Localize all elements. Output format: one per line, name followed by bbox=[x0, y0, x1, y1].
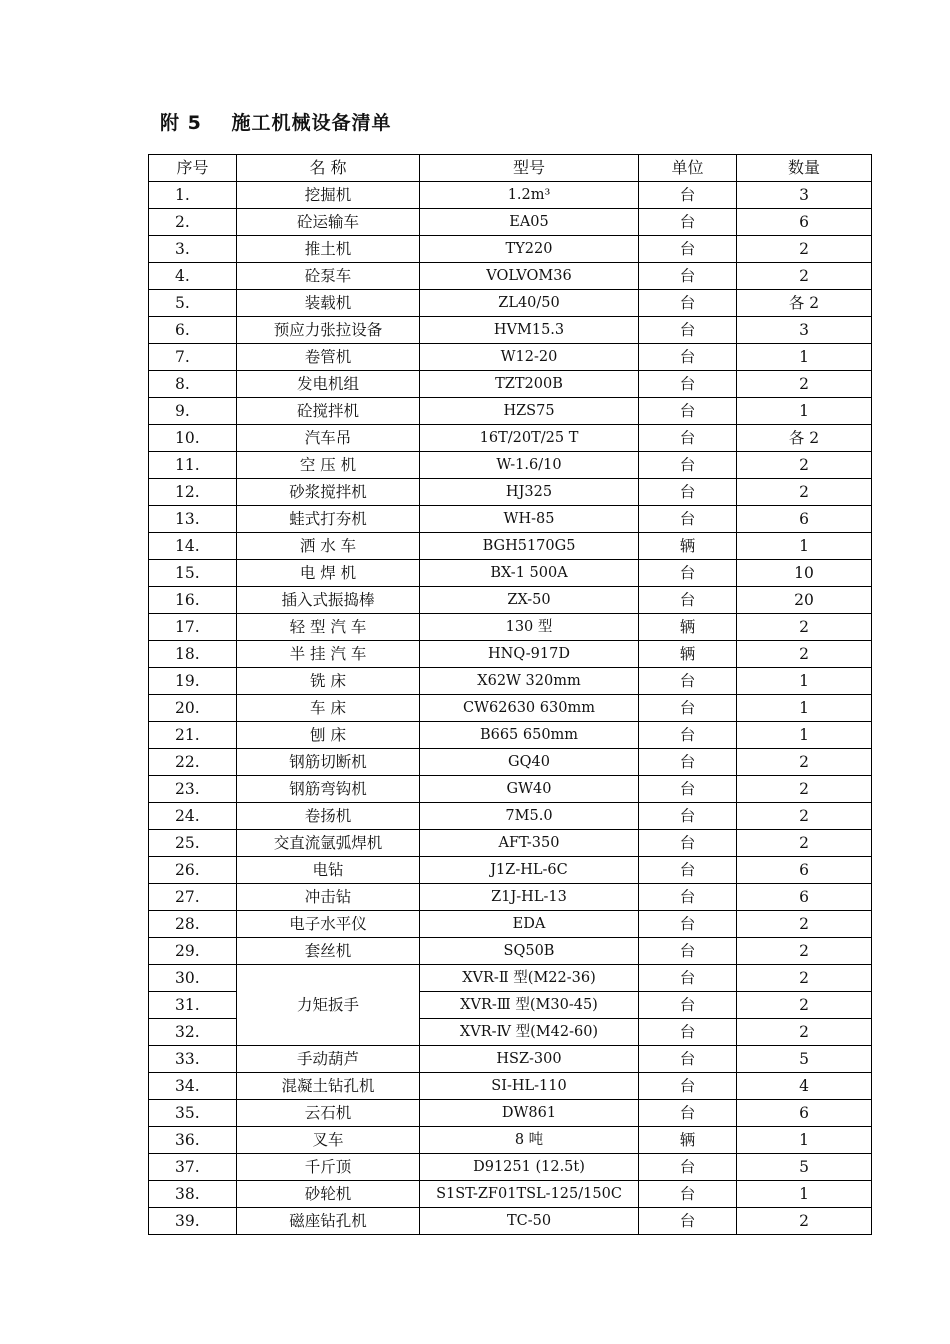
row-qty: 2 bbox=[737, 479, 872, 506]
row-model: WH-85 bbox=[420, 506, 639, 533]
row-model: J1Z-HL-6C bbox=[420, 857, 639, 884]
table-row bbox=[149, 965, 872, 992]
table-row bbox=[149, 587, 872, 614]
row-seq: 25. bbox=[149, 830, 237, 857]
row-model: 130 型 bbox=[420, 614, 639, 641]
table-row bbox=[149, 1100, 872, 1127]
row-model: ZX-50 bbox=[420, 587, 639, 614]
table-row bbox=[149, 398, 872, 425]
row-name: 半 挂 汽 车 bbox=[237, 641, 420, 668]
row-unit: 台 bbox=[639, 452, 737, 479]
row-name: 推土机 bbox=[237, 236, 420, 263]
row-name: 砂浆搅拌机 bbox=[237, 479, 420, 506]
row-qty: 1 bbox=[737, 668, 872, 695]
row-name: 磁座钻孔机 bbox=[237, 1208, 420, 1235]
row-unit: 台 bbox=[639, 911, 737, 938]
row-qty: 2 bbox=[737, 641, 872, 668]
row-model: VOLVOM36 bbox=[420, 263, 639, 290]
row-name: 挖掘机 bbox=[237, 182, 420, 209]
row-model: D91251 (12.5t) bbox=[420, 1154, 639, 1181]
row-model: GW40 bbox=[420, 776, 639, 803]
row-qty: 6 bbox=[737, 857, 872, 884]
row-unit: 台 bbox=[639, 560, 737, 587]
row-qty: 2 bbox=[737, 992, 872, 1019]
row-name: 发电机组 bbox=[237, 371, 420, 398]
table-row bbox=[149, 884, 872, 911]
header-model: 型号 bbox=[420, 155, 639, 182]
row-name: 电 焊 机 bbox=[237, 560, 420, 587]
row-seq: 27. bbox=[149, 884, 237, 911]
row-seq: 10. bbox=[149, 425, 237, 452]
row-model: W-1.6/10 bbox=[420, 452, 639, 479]
row-unit: 台 bbox=[639, 587, 737, 614]
row-qty: 1 bbox=[737, 344, 872, 371]
row-seq: 17. bbox=[149, 614, 237, 641]
row-seq: 32. bbox=[149, 1019, 237, 1046]
row-seq: 6. bbox=[149, 317, 237, 344]
row-name: 汽车吊 bbox=[237, 425, 420, 452]
header-qty: 数量 bbox=[737, 155, 872, 182]
row-name: 蛙式打夯机 bbox=[237, 506, 420, 533]
row-seq: 11. bbox=[149, 452, 237, 479]
row-seq: 38. bbox=[149, 1181, 237, 1208]
row-unit: 台 bbox=[639, 749, 737, 776]
row-unit: 台 bbox=[639, 1019, 737, 1046]
row-seq: 2. bbox=[149, 209, 237, 236]
row-name: 交直流氩弧焊机 bbox=[237, 830, 420, 857]
row-qty: 2 bbox=[737, 911, 872, 938]
row-model: GQ40 bbox=[420, 749, 639, 776]
row-qty: 2 bbox=[737, 452, 872, 479]
table-row bbox=[149, 803, 872, 830]
row-qty: 2 bbox=[737, 830, 872, 857]
row-name: 钢筋切断机 bbox=[237, 749, 420, 776]
row-qty: 1 bbox=[737, 722, 872, 749]
row-seq: 18. bbox=[149, 641, 237, 668]
row-qty: 2 bbox=[737, 1208, 872, 1235]
table-row bbox=[149, 857, 872, 884]
row-seq: 12. bbox=[149, 479, 237, 506]
row-unit: 台 bbox=[639, 884, 737, 911]
row-qty: 1 bbox=[737, 695, 872, 722]
table-row bbox=[149, 614, 872, 641]
table-row bbox=[149, 452, 872, 479]
row-model: HJ325 bbox=[420, 479, 639, 506]
table-row bbox=[149, 776, 872, 803]
row-model: XVR-Ⅲ 型(M30-45) bbox=[420, 992, 639, 1019]
row-model: BX-1 500A bbox=[420, 560, 639, 587]
row-seq: 34. bbox=[149, 1073, 237, 1100]
row-unit: 台 bbox=[639, 506, 737, 533]
row-unit: 台 bbox=[639, 1154, 737, 1181]
table-row bbox=[149, 1073, 872, 1100]
row-name: 力矩扳手 bbox=[237, 965, 420, 1046]
table-header-row bbox=[149, 155, 872, 182]
table-row bbox=[149, 425, 872, 452]
row-unit: 台 bbox=[639, 830, 737, 857]
row-seq: 16. bbox=[149, 587, 237, 614]
row-unit: 台 bbox=[639, 425, 737, 452]
row-unit: 辆 bbox=[639, 1127, 737, 1154]
table-body bbox=[149, 182, 872, 1235]
row-qty: 2 bbox=[737, 371, 872, 398]
row-seq: 26. bbox=[149, 857, 237, 884]
row-qty: 1 bbox=[737, 533, 872, 560]
row-seq: 1. bbox=[149, 182, 237, 209]
table-row bbox=[149, 722, 872, 749]
header-unit: 单位 bbox=[639, 155, 737, 182]
row-name: 卷管机 bbox=[237, 344, 420, 371]
row-seq: 20. bbox=[149, 695, 237, 722]
row-seq: 7. bbox=[149, 344, 237, 371]
row-model: HNQ-917D bbox=[420, 641, 639, 668]
row-name: 叉车 bbox=[237, 1127, 420, 1154]
row-name: 砼搅拌机 bbox=[237, 398, 420, 425]
row-model: EDA bbox=[420, 911, 639, 938]
row-unit: 台 bbox=[639, 668, 737, 695]
row-model: Z1J-HL-13 bbox=[420, 884, 639, 911]
row-unit: 台 bbox=[639, 776, 737, 803]
row-unit: 台 bbox=[639, 938, 737, 965]
row-name: 插入式振捣棒 bbox=[237, 587, 420, 614]
row-seq: 15. bbox=[149, 560, 237, 587]
table-row bbox=[149, 1127, 872, 1154]
row-name: 冲击钻 bbox=[237, 884, 420, 911]
row-model: XVR-Ⅳ 型(M42-60) bbox=[420, 1019, 639, 1046]
row-name: 卷扬机 bbox=[237, 803, 420, 830]
row-unit: 台 bbox=[639, 1073, 737, 1100]
table-row bbox=[149, 1046, 872, 1073]
row-model: XVR-Ⅱ 型(M22-36) bbox=[420, 965, 639, 992]
row-name: 砼运输车 bbox=[237, 209, 420, 236]
row-model: B665 650mm bbox=[420, 722, 639, 749]
table-row bbox=[149, 317, 872, 344]
table-row bbox=[149, 668, 872, 695]
table-row bbox=[149, 290, 872, 317]
row-qty: 2 bbox=[737, 965, 872, 992]
row-unit: 台 bbox=[639, 479, 737, 506]
table-row bbox=[149, 695, 872, 722]
row-name: 电钻 bbox=[237, 857, 420, 884]
row-model: EA05 bbox=[420, 209, 639, 236]
title-number: 附 5 bbox=[160, 112, 202, 134]
row-unit: 台 bbox=[639, 371, 737, 398]
row-qty: 10 bbox=[737, 560, 872, 587]
row-name: 预应力张拉设备 bbox=[237, 317, 420, 344]
row-qty: 3 bbox=[737, 317, 872, 344]
row-seq: 4. bbox=[149, 263, 237, 290]
row-qty: 5 bbox=[737, 1154, 872, 1181]
row-unit: 台 bbox=[639, 344, 737, 371]
row-name: 混凝土钻孔机 bbox=[237, 1073, 420, 1100]
row-model: BGH5170G5 bbox=[420, 533, 639, 560]
table-row bbox=[149, 344, 872, 371]
row-model: TZT200B bbox=[420, 371, 639, 398]
row-seq: 5. bbox=[149, 290, 237, 317]
row-name: 空 压 机 bbox=[237, 452, 420, 479]
row-model: W12-20 bbox=[420, 344, 639, 371]
table-row bbox=[149, 938, 872, 965]
row-qty: 1 bbox=[737, 1127, 872, 1154]
table-row bbox=[149, 182, 872, 209]
row-seq: 3. bbox=[149, 236, 237, 263]
row-unit: 台 bbox=[639, 236, 737, 263]
row-qty: 6 bbox=[737, 1100, 872, 1127]
row-seq: 35. bbox=[149, 1100, 237, 1127]
row-unit: 台 bbox=[639, 803, 737, 830]
table-row bbox=[149, 830, 872, 857]
row-model: TY220 bbox=[420, 236, 639, 263]
row-unit: 台 bbox=[639, 1046, 737, 1073]
row-unit: 台 bbox=[639, 263, 737, 290]
table-row bbox=[149, 263, 872, 290]
table-row bbox=[149, 236, 872, 263]
table-row bbox=[149, 533, 872, 560]
row-unit: 辆 bbox=[639, 614, 737, 641]
row-qty: 各 2 bbox=[737, 290, 872, 317]
row-seq: 22. bbox=[149, 749, 237, 776]
row-seq: 30. bbox=[149, 965, 237, 992]
row-name: 车 床 bbox=[237, 695, 420, 722]
header-seq: 序号 bbox=[149, 155, 237, 182]
row-qty: 各 2 bbox=[737, 425, 872, 452]
row-unit: 台 bbox=[639, 722, 737, 749]
row-qty: 2 bbox=[737, 803, 872, 830]
row-model: CW62630 630mm bbox=[420, 695, 639, 722]
row-unit: 台 bbox=[639, 290, 737, 317]
row-qty: 2 bbox=[737, 776, 872, 803]
row-seq: 9. bbox=[149, 398, 237, 425]
title-text: 施工机械设备清单 bbox=[231, 112, 392, 134]
row-seq: 39. bbox=[149, 1208, 237, 1235]
table-row bbox=[149, 1208, 872, 1235]
row-name: 手动葫芦 bbox=[237, 1046, 420, 1073]
row-model: AFT-350 bbox=[420, 830, 639, 857]
row-unit: 台 bbox=[639, 398, 737, 425]
row-model: HSZ-300 bbox=[420, 1046, 639, 1073]
row-qty: 3 bbox=[737, 182, 872, 209]
row-model: ZL40/50 bbox=[420, 290, 639, 317]
row-seq: 31. bbox=[149, 992, 237, 1019]
row-name: 套丝机 bbox=[237, 938, 420, 965]
row-model: TC-50 bbox=[420, 1208, 639, 1235]
row-name: 轻 型 汽 车 bbox=[237, 614, 420, 641]
row-seq: 29. bbox=[149, 938, 237, 965]
table-row bbox=[149, 749, 872, 776]
row-seq: 23. bbox=[149, 776, 237, 803]
row-seq: 14. bbox=[149, 533, 237, 560]
row-name: 洒 水 车 bbox=[237, 533, 420, 560]
row-unit: 辆 bbox=[639, 533, 737, 560]
row-model: SI-HL-110 bbox=[420, 1073, 639, 1100]
header-name: 名 称 bbox=[237, 155, 420, 182]
row-model: DW861 bbox=[420, 1100, 639, 1127]
row-qty: 1 bbox=[737, 1181, 872, 1208]
row-qty: 6 bbox=[737, 209, 872, 236]
row-qty: 6 bbox=[737, 506, 872, 533]
row-seq: 36. bbox=[149, 1127, 237, 1154]
row-model: 1.2m³ bbox=[420, 182, 639, 209]
row-qty: 20 bbox=[737, 587, 872, 614]
row-seq: 24. bbox=[149, 803, 237, 830]
row-unit: 台 bbox=[639, 1181, 737, 1208]
row-name: 铣 床 bbox=[237, 668, 420, 695]
row-unit: 台 bbox=[639, 209, 737, 236]
document-title bbox=[160, 108, 391, 135]
equipment-table bbox=[148, 154, 872, 1235]
row-name: 刨 床 bbox=[237, 722, 420, 749]
row-qty: 2 bbox=[737, 938, 872, 965]
row-qty: 5 bbox=[737, 1046, 872, 1073]
row-unit: 台 bbox=[639, 182, 737, 209]
table-row bbox=[149, 371, 872, 398]
row-qty: 2 bbox=[737, 236, 872, 263]
table-row bbox=[149, 560, 872, 587]
row-unit: 台 bbox=[639, 857, 737, 884]
row-qty: 4 bbox=[737, 1073, 872, 1100]
row-model: HVM15.3 bbox=[420, 317, 639, 344]
table-row bbox=[149, 911, 872, 938]
row-unit: 台 bbox=[639, 965, 737, 992]
row-seq: 13. bbox=[149, 506, 237, 533]
row-seq: 21. bbox=[149, 722, 237, 749]
table-row bbox=[149, 641, 872, 668]
row-model: 8 吨 bbox=[420, 1127, 639, 1154]
row-qty: 2 bbox=[737, 1019, 872, 1046]
row-unit: 台 bbox=[639, 695, 737, 722]
row-seq: 28. bbox=[149, 911, 237, 938]
row-unit: 台 bbox=[639, 992, 737, 1019]
row-name: 砂轮机 bbox=[237, 1181, 420, 1208]
row-name: 千斤顶 bbox=[237, 1154, 420, 1181]
row-qty: 2 bbox=[737, 614, 872, 641]
row-model: 16T/20T/25 T bbox=[420, 425, 639, 452]
row-unit: 台 bbox=[639, 1100, 737, 1127]
row-seq: 19. bbox=[149, 668, 237, 695]
row-seq: 8. bbox=[149, 371, 237, 398]
row-model: 7M5.0 bbox=[420, 803, 639, 830]
row-qty: 1 bbox=[737, 398, 872, 425]
row-model: X62W 320mm bbox=[420, 668, 639, 695]
row-qty: 2 bbox=[737, 263, 872, 290]
table-row bbox=[149, 1181, 872, 1208]
row-unit: 台 bbox=[639, 317, 737, 344]
table-row bbox=[149, 1154, 872, 1181]
row-qty: 6 bbox=[737, 884, 872, 911]
row-name: 钢筋弯钩机 bbox=[237, 776, 420, 803]
table-row bbox=[149, 506, 872, 533]
row-name: 装载机 bbox=[237, 290, 420, 317]
row-unit: 台 bbox=[639, 1208, 737, 1235]
table-row bbox=[149, 479, 872, 506]
row-name: 云石机 bbox=[237, 1100, 420, 1127]
row-name: 电子水平仪 bbox=[237, 911, 420, 938]
row-qty: 2 bbox=[737, 749, 872, 776]
row-model: HZS75 bbox=[420, 398, 639, 425]
table-row bbox=[149, 209, 872, 236]
row-seq: 33. bbox=[149, 1046, 237, 1073]
row-unit: 辆 bbox=[639, 641, 737, 668]
row-model: SQ50B bbox=[420, 938, 639, 965]
row-seq: 37. bbox=[149, 1154, 237, 1181]
row-model: S1ST-ZF01TSL-125/150C bbox=[420, 1181, 639, 1208]
row-name: 砼泵车 bbox=[237, 263, 420, 290]
